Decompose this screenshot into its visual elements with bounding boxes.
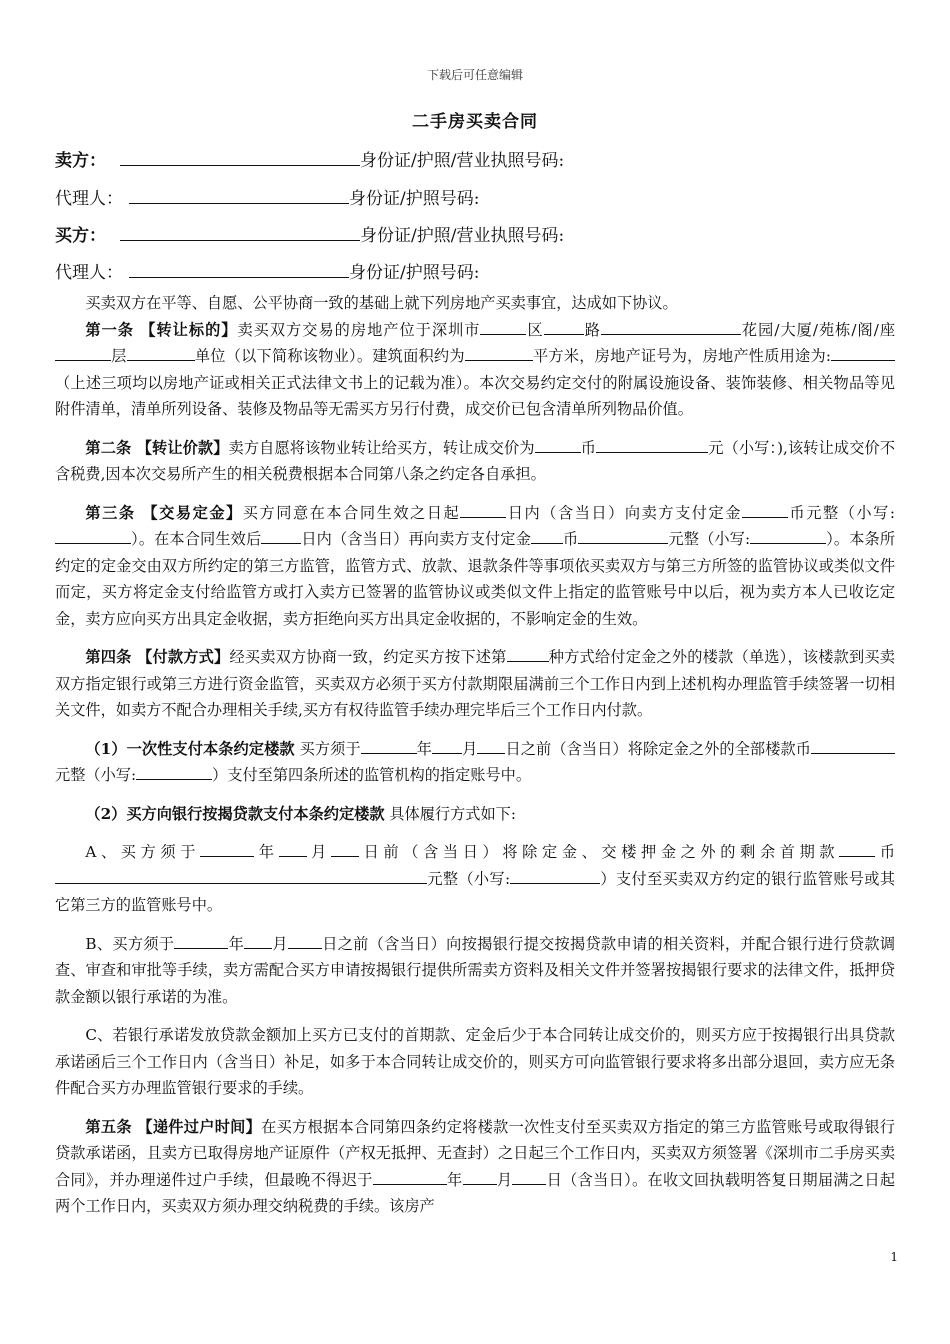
option-1-heading: （1）一次性支付本条约定楼款 — [85, 739, 295, 758]
blank — [279, 841, 307, 857]
blank — [200, 841, 254, 857]
option-1 — [55, 736, 895, 789]
buyer-name-blank — [120, 223, 360, 241]
blank — [361, 737, 417, 753]
buyer-id-label: 身份证/护照/营业执照号码: — [360, 226, 565, 246]
blank — [127, 345, 195, 361]
blank — [839, 841, 875, 857]
option-2-a-text: 币 — [875, 843, 896, 861]
seller-agent-id-label: 身份证/护照号码: — [349, 189, 480, 209]
seller-id-label: 身份证/护照/营业执照号码: — [360, 151, 565, 171]
article-5-text: 在买方根据本合同第四条约定将楼款一次性支付至买卖双方指定的第三方监管账号或取得银行贷款承诺函，且卖方已取得房地产证原件（产权无抵押、无查封）之日起三个工作日内，买卖双方须签署《深圳市二手房买卖合同》，并办理递件过户手续，但最晚不得迟于 — [55, 1117, 895, 1189]
blank — [750, 528, 826, 544]
blank — [373, 1168, 447, 1184]
blank — [480, 318, 526, 334]
option-2-c: C、若银行承诺发放贷款金额加上买方已支付的首期款、定金后少于本合同转让成交价的，则买方应于按揭银行出具贷款承诺函后三个工作日内（含当日）补足，如多于本合同转让成交价的，则买方可向监管银行要求将多出部分退回，卖方应无条件配合买方办理监管银行要求的手续。 — [55, 1026, 895, 1097]
option-2-a-text: 元整（小写: — [427, 869, 511, 888]
option-2-a-text: ）支付至买卖双方约定的银行监管账号或其它第三方的监管账号中。 — [55, 869, 896, 914]
article-3-text: 币 — [562, 530, 579, 548]
blank — [811, 737, 895, 753]
blank — [288, 932, 322, 948]
seller-agent-blank — [129, 186, 349, 204]
article-5-heading: 第五条 【递件过户时间】 — [85, 1117, 262, 1136]
buyer-label: 买方： — [55, 226, 106, 246]
blank — [432, 737, 462, 753]
article-2-text: 卖方自愿将该物业转让给买方，转让成交价为 — [228, 438, 535, 457]
seller-agent-label: 代理人： — [55, 189, 123, 209]
blank — [512, 1168, 546, 1184]
option-2-b-text: 日之前（含当日）向按揭银行提交按揭贷款申请的相关资料，并配合银行进行贷款调查、审查和审批等手续，卖方需配合买方申请按揭银行提供所需卖方资料及相关文件并签署按揭银行要求的法律文件，抵押贷款金额以银行承诺的为准。 — [55, 934, 896, 1006]
seller-name-blank — [120, 148, 360, 166]
seller-label: 卖方： — [55, 151, 106, 171]
option-1-text: 日之前（含当日）将除定金之外的全部楼款币 — [505, 739, 812, 758]
article-1-heading: 第一条 【转让标的】 — [85, 320, 238, 339]
buyer-agent-label: 代理人： — [55, 263, 123, 283]
article-1-text: 区 — [526, 320, 544, 339]
option-2-a-text: 月 — [306, 843, 331, 861]
blank — [55, 345, 111, 361]
option-2-heading: （2）买方向银行按揭贷款支付本条约定楼款 — [85, 804, 385, 823]
article-2-text: 币 — [580, 438, 597, 457]
article-2-heading: 第二条 【转让价款】 — [85, 438, 229, 457]
buyer-line — [55, 221, 564, 246]
blank — [477, 737, 505, 753]
article-3-text: ）。在本合同生效后 — [131, 530, 262, 548]
option-2-a-text: 日前（含当日）将除定金、交楼押金之外的剩余首期款 — [358, 843, 840, 861]
intro-paragraph: 买卖双方在平等、自愿、公平协商一致的基础上就下列房地产买卖事宜，达成如下协议。 — [85, 294, 678, 312]
blank — [601, 318, 741, 334]
option-2-b — [55, 931, 895, 1011]
option-2-b-text: 月 — [272, 934, 288, 953]
blank — [544, 318, 584, 334]
article-1-text: 卖买双方交易的房地产位于深圳市 — [237, 320, 481, 339]
contract-title: 二手房买卖合同 — [412, 112, 538, 132]
blank — [331, 841, 359, 857]
article-5 — [55, 1114, 895, 1220]
buyer-agent-line — [55, 258, 479, 283]
article-3-text: 元整（小写: — [668, 530, 751, 548]
article-5-text: 年 — [446, 1170, 463, 1189]
blank — [174, 932, 228, 948]
article-2-text: 元（小写：),该转让成交价不含税费,因本次交易所产生的相关税费根据本合同第八条之约定各自承担。 — [55, 438, 896, 483]
article-1-text: （上述三项均以房地产证或相关正式法律文书上的记载为准）。本次交易约定交付的附属设施设备、装饰装修、相关物品等见附件清单，清单所列设备、装修及物品等无需买方另行付费，成交价已包含清单所列物品价值。 — [55, 373, 895, 418]
blank — [55, 867, 355, 883]
blank — [531, 528, 563, 544]
buyer-agent-blank — [129, 260, 349, 278]
article-5-text: 月 — [496, 1170, 513, 1189]
article-3 — [55, 500, 895, 633]
option-1-text: 年 — [416, 739, 433, 758]
article-1-text: 层 — [111, 347, 127, 365]
option-2 — [55, 801, 895, 828]
article-1-text: 花园/大厦/苑栋/阁/座 — [740, 320, 896, 339]
blank — [510, 867, 600, 883]
seller-agent-line — [55, 184, 479, 209]
article-4-text: 种方式给付定金之外的楼款（单选），该楼款到买卖双方指定银行或第三方进行资金监管，买卖双方必须于买方付款期限届满前三个工作日内到上述机构办理监管手续签署一切相关文件，如卖方不配合办理相关手续,买方有权待监管手续办理完毕后三个工作日内付款。 — [55, 648, 895, 719]
option-1-text: 买方须于 — [299, 739, 361, 758]
article-3-text: 买方同意在本合同生效之日起 — [242, 503, 461, 522]
blank — [465, 345, 533, 361]
page-header: 下载后可任意编辑 — [426, 68, 523, 82]
buyer-agent-id-label: 身份证/护照号码: — [349, 263, 480, 283]
blank — [136, 764, 212, 780]
option-2-a — [55, 839, 895, 919]
article-5-text: 日（含当日）。在收文回执载明答复日期届满之日起两个工作日内，买卖双方须办理交纳税费的手续。该房产 — [55, 1170, 896, 1215]
option-2-text: 具体履行方式如下: — [389, 804, 516, 823]
article-4 — [55, 644, 895, 724]
article-1-text: 路 — [583, 320, 601, 339]
article-3-text: 日内（含当日）再向卖方支付定金 — [301, 530, 531, 548]
article-1-text: 平方米，房地产证号为，房地产性质用途为: — [532, 347, 832, 365]
article-4-heading: 第四条 【付款方式】 — [85, 648, 230, 666]
article-3-text: 日内（含当日）向卖方支付定金 — [506, 503, 742, 522]
article-2 — [55, 435, 895, 488]
option-2-a-text: 年 — [254, 843, 279, 861]
blank — [831, 345, 895, 361]
option-1-text: 月 — [462, 739, 478, 758]
blank — [578, 528, 668, 544]
blank — [261, 528, 301, 544]
blank — [596, 436, 708, 452]
seller-line — [55, 146, 564, 171]
blank — [507, 646, 549, 662]
option-1-text: 元整（小写: — [55, 766, 137, 784]
article-3-text: ）。本条所约定的定金交由双方所约定的第三方监管，监管方式、放款、退款条件等事项依买卖双方与第三方所签的监管协议或类似文件而定，买方将定金支付给监管方或打入卖方已签署的监管协议或类似文件上指定的监管账号中以后，视为卖方本人已收讫定金，卖方应向买方出具定金收据，卖方拒绝向买方出具定金收据的，不影响定金的生效。 — [55, 530, 896, 628]
option-2-a-text: A、买方须于 — [85, 843, 201, 861]
article-1 — [55, 317, 895, 423]
blank — [460, 501, 506, 517]
blank — [355, 867, 427, 883]
contract-body — [55, 290, 895, 1220]
article-4-text: 经买卖双方协商一致，约定买方按下述第 — [229, 648, 507, 666]
page-number: 1 — [890, 1250, 898, 1264]
article-3-heading: 第三条 【交易定金】 — [85, 503, 243, 522]
article-3-text: 币元整（小写: — [787, 503, 896, 522]
blank — [535, 436, 581, 452]
option-1-text: ）支付至第四条所述的监管机构的指定账号中。 — [212, 766, 531, 784]
blank — [244, 932, 272, 948]
blank — [55, 528, 131, 544]
blank — [463, 1168, 497, 1184]
blank — [742, 501, 788, 517]
article-1-text: 单位（以下简称该物业）。建筑面积约为 — [194, 347, 465, 365]
option-2-b-text: 年 — [228, 934, 245, 953]
option-2-b-text: B、买方须于 — [85, 934, 175, 953]
